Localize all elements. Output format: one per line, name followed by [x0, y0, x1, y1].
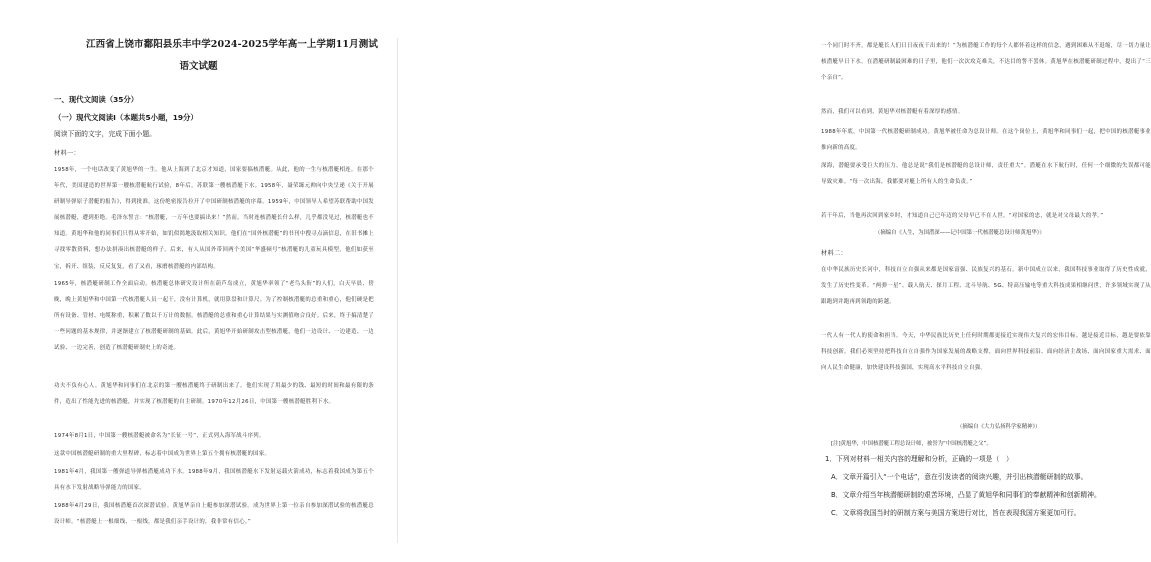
material1-paragraph: 若干年后，当他再次回到家乡时，才知道自己已年迈的父母早已不在人世。“对国家的忠，就是对父母最大的孝。”: [821, 213, 1104, 219]
material1-paragraph: 然而，我们可以看到，黄旭华对核潜艇有着深厚的感情。: [821, 109, 964, 115]
option-c: C．文章将我国当时的研制方案与美国方案进行对比，旨在表现我国方案更加可行。: [831, 509, 1081, 517]
column-divider: [397, 38, 398, 543]
material1-paragraph: 一个同门时不齐，都是艇长人们日日夜夜干出来的！”为核潜艇工作的每个人都怀着这样的信念，遇到困难从不退缩，尽一切力量让核潜艇早日下水。在潜艇研制最困难的日子里，他们一次次攻克难关，不达目的誓不罢休。黄旭华在核潜艇研制过程中，提出了“三个亲自”。: [821, 43, 1151, 82]
material1-paragraph: 1965年，核潜艇研制工作全面启动。核潜艇总体研究设计所在葫芦岛成立，黄旭华率领了“老鸟头衔”的人们，白天早晨、傍晚，晚上黄旭华和中国第一代核潜艇人员一起干，没有计算机，就用算盘和计算尺。为了控制核潜艇的总重和重心，他们硬是把所有设备、管材、电缆称重，积累了数以千万计的数据，核潜艇的总重和重心计算结果与实测值吻合良好。后来，终于搞清楚了一些问题的基本规律，并逐渐建立了核潜艇研制的基础。此后，黄旭华开始研制攻击型核潜艇，他们一边设计、一边建造、一边试验、一边完善，创造了核潜艇研制史上的奇迹。: [54, 281, 374, 352]
material2-label: 材料二：: [821, 250, 847, 257]
material1-paragraph: 这款中国核潜艇研制的重大里程碑，标志着中国成为世界上第五个拥有核潜艇的国家。: [54, 451, 271, 457]
material2-paragraph: 在中华民族历史长河中，科技自立自强从来都是国家富强、民族复兴的基石。新中国成立以来，我国科技事业取得了历史性成就，发生了历史性变革。“两弹一星”、载人航天、探月工程、北斗导航、5G、特高压输电等重大科技成果相继问世，许多领域实现了从跟跑到并跑再到领跑的跨越。: [821, 267, 1151, 306]
material1-paragraph: 1988年4月29日，我国核潜艇首次深潜试验。黄旭华亲自上艇参加深潜试验。成为世界上第一位亲自参加深潜试验的核潜艇总设计师。“核潜艇上一根细线、一根线，都是我们亲手设计的，我非常有信心。”: [54, 503, 374, 526]
material1-paragraph: 1988年年底，中国第一代核潜艇研制成功。黄旭华被任命为总设计师。在这个岗位上，黄旭华和同事们一起，把中国的核潜艇事业推向新的高度。: [821, 129, 1151, 152]
section-subheading: （一）现代文阅读Ⅰ（本题共5小题，19分）: [54, 113, 198, 122]
footnote: [注]黄旭华，中国核潜艇工程总设计师，被誉为“中国核潜艇之父”。: [831, 441, 992, 447]
question-stem: 1．下列对材料一相关内容的理解和分析，正确的一项是（ ）: [825, 455, 1013, 463]
exam-subtitle: 语文试题: [179, 61, 218, 72]
option-b: B．文章介绍当年核潜艇研制的艰苦环境，凸显了黄旭华和同事们的奉献精神和创新精神。: [831, 491, 1101, 499]
instruction: 阅读下面的文字，完成下面小题。: [54, 130, 156, 138]
section-heading: 一、现代文阅读（35分）: [54, 95, 139, 104]
material1-paragraph: 1974年8月1日，中国第一艘核潜艇被命名为“长征一号”，正式列入海军战斗序列。: [54, 433, 265, 439]
material1-source: （摘编自《人生，为国潜深——记中国第一代核潜艇总设计师黄旭华》）: [875, 230, 1045, 236]
exam-title: 江西省上饶市鄱阳县乐丰中学2024-2025学年高一上学期11月测试: [86, 39, 378, 50]
material1-paragraph: 功夫不负有心人。黄旭华和同事们在北京的第一艘核潜艇终于研制出来了。他们实现了用最少的钱、最短的时间和最有限的条件，造出了性能先进的核潜艇，并实现了核潜艇的自主研制。1970年12月26日，中国第一艘核潜艇胜利下水。: [54, 383, 374, 406]
material2-source: （摘编自《大力弘扬科学家精神》）: [957, 424, 1041, 430]
material1-paragraph: 深海，潜艇要承受巨大的压力。他总是说“我们是核潜艇的总设计师，责任重大”。潜艇在水下航行时，任何一个细微的失误都可能导致灾难。“每一次出海，我都要对艇上所有人的生命负责。”: [821, 163, 1151, 186]
material1-paragraph: 1958年，一个电话改变了黄旭华的一生。他从上海到了北京才知道，国家要搞核潜艇。从此，他的一生与核潜艇相连。在那个年代，美国建造的世界第一艘核潜艇航行试验，8年后，苏联第一艘核潜艇下水。1958年，聂荣臻元帅向中央呈递《关于开展研制导弹原子潜艇的报告》，得到批准。这份绝密报告拉开了中国研制核潜艇的序幕。1959年，中国领导人希望苏联帮助中国发展核潜艇，遭到拒绝。毛泽东誓言：“核潜艇，一万年也要搞出来！”然而，当时连核潜艇长什么样，几乎都没见过，核潜艇也不知道。黄旭华和他的同事们只得从零开始，如饥似渴地汲取相关知识。他们在“国外核潜艇”的书刊中搜寻点滴信息，在旧书摊上寻找零散资料，想办法拼凑出核潜艇的样子。后来，有人从国外带回两个美国“华盛顿号”核潜艇的儿童玩具模型，他们如获至宝，拆开、组装，反反复复，看了又看，琢磨核潜艇的内部结构。: [54, 167, 374, 270]
material1-paragraph: 1981年4月，我国第一艘弹道导弹核潜艇成功下水。1988年9月，我国核潜艇水下发射运载火箭成功，标志着我国成为第五个具有水下发射战略导弹能力的国家。: [54, 469, 374, 492]
option-a: A．文章开篇引入“一个电话”，意在引发读者的阅读兴趣，并引出核潜艇研制的故事。: [831, 473, 1088, 481]
material2-paragraph: 一代人有一代人的使命和担当。今天，中华民族比历史上任何时期都更接近实现伟大复兴的宏伟目标。越是接近目标，越是要依靠科技创新。我们必须坚持把科技自立自强作为国家发展的战略支撑，面向世界科技前沿、面向经济主战场、面向国家重大需求、面向人民生命健康，加快建设科技强国，实现高水平科技自立自强。: [821, 333, 1151, 372]
material1-label: 材料一：: [54, 150, 80, 157]
